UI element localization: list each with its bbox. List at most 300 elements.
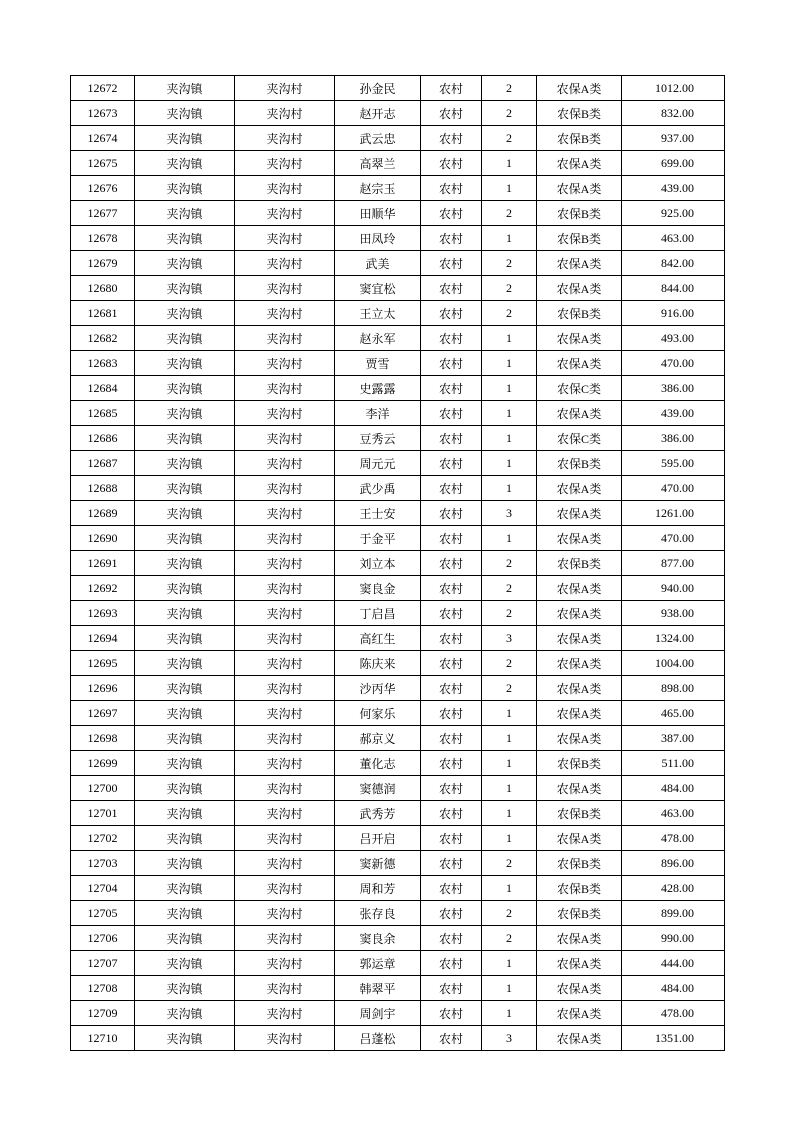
cell-type: 农村 — [421, 476, 482, 501]
table-row — [71, 126, 725, 151]
cell-category: 农保A类 — [537, 1026, 622, 1051]
cell-count: 2 — [482, 101, 537, 126]
cell-town: 夹沟镇 — [135, 651, 235, 676]
cell-id: 12699 — [71, 751, 135, 776]
cell-village: 夹沟村 — [235, 576, 335, 601]
cell-id: 12675 — [71, 151, 135, 176]
cell-name: 贾雪 — [335, 351, 421, 376]
cell-category: 农保B类 — [537, 551, 622, 576]
cell-amount: 899.00 — [622, 901, 725, 926]
cell-type: 农村 — [421, 951, 482, 976]
cell-id: 12680 — [71, 276, 135, 301]
table-row — [71, 1026, 725, 1051]
cell-amount: 470.00 — [622, 351, 725, 376]
cell-name: 吕蓬松 — [335, 1026, 421, 1051]
cell-town: 夹沟镇 — [135, 476, 235, 501]
cell-town: 夹沟镇 — [135, 726, 235, 751]
cell-count: 2 — [482, 76, 537, 101]
cell-id: 12693 — [71, 601, 135, 626]
cell-village: 夹沟村 — [235, 726, 335, 751]
cell-type: 农村 — [421, 126, 482, 151]
cell-id: 12697 — [71, 701, 135, 726]
cell-count: 2 — [482, 201, 537, 226]
table-row — [71, 801, 725, 826]
cell-count: 1 — [482, 1001, 537, 1026]
cell-village: 夹沟村 — [235, 351, 335, 376]
cell-town: 夹沟镇 — [135, 976, 235, 1001]
cell-type: 农村 — [421, 251, 482, 276]
cell-category: 农保A类 — [537, 1001, 622, 1026]
cell-name: 张存良 — [335, 901, 421, 926]
table-row — [71, 876, 725, 901]
cell-category: 农保A类 — [537, 351, 622, 376]
cell-category: 农保B类 — [537, 901, 622, 926]
table-row — [71, 551, 725, 576]
table-row — [71, 726, 725, 751]
cell-category: 农保A类 — [537, 76, 622, 101]
cell-id: 12676 — [71, 176, 135, 201]
cell-village: 夹沟村 — [235, 76, 335, 101]
cell-id: 12678 — [71, 226, 135, 251]
cell-count: 2 — [482, 926, 537, 951]
cell-village: 夹沟村 — [235, 626, 335, 651]
cell-id: 12679 — [71, 251, 135, 276]
cell-name: 刘立本 — [335, 551, 421, 576]
cell-amount: 938.00 — [622, 601, 725, 626]
cell-amount: 898.00 — [622, 676, 725, 701]
cell-amount: 877.00 — [622, 551, 725, 576]
cell-type: 农村 — [421, 526, 482, 551]
table-row — [71, 326, 725, 351]
table-row — [71, 576, 725, 601]
cell-town: 夹沟镇 — [135, 76, 235, 101]
cell-id: 12703 — [71, 851, 135, 876]
cell-town: 夹沟镇 — [135, 251, 235, 276]
cell-id: 12685 — [71, 401, 135, 426]
cell-village: 夹沟村 — [235, 126, 335, 151]
cell-category: 农保B类 — [537, 801, 622, 826]
cell-type: 农村 — [421, 1001, 482, 1026]
cell-type: 农村 — [421, 201, 482, 226]
cell-town: 夹沟镇 — [135, 751, 235, 776]
cell-village: 夹沟村 — [235, 101, 335, 126]
cell-count: 1 — [482, 351, 537, 376]
cell-amount: 387.00 — [622, 726, 725, 751]
cell-count: 3 — [482, 1026, 537, 1051]
cell-type: 农村 — [421, 576, 482, 601]
cell-count: 1 — [482, 776, 537, 801]
table-row — [71, 201, 725, 226]
cell-type: 农村 — [421, 826, 482, 851]
cell-type: 农村 — [421, 676, 482, 701]
cell-town: 夹沟镇 — [135, 576, 235, 601]
cell-type: 农村 — [421, 401, 482, 426]
cell-id: 12706 — [71, 926, 135, 951]
cell-id: 12689 — [71, 501, 135, 526]
cell-type: 农村 — [421, 801, 482, 826]
cell-id: 12683 — [71, 351, 135, 376]
cell-type: 农村 — [421, 301, 482, 326]
cell-amount: 1261.00 — [622, 501, 725, 526]
cell-id: 12682 — [71, 326, 135, 351]
cell-type: 农村 — [421, 176, 482, 201]
cell-village: 夹沟村 — [235, 826, 335, 851]
cell-name: 史露露 — [335, 376, 421, 401]
cell-village: 夹沟村 — [235, 426, 335, 451]
cell-id: 12672 — [71, 76, 135, 101]
cell-id: 12684 — [71, 376, 135, 401]
cell-amount: 925.00 — [622, 201, 725, 226]
cell-name: 沙丙华 — [335, 676, 421, 701]
cell-village: 夹沟村 — [235, 451, 335, 476]
cell-amount: 478.00 — [622, 1001, 725, 1026]
cell-count: 3 — [482, 501, 537, 526]
cell-amount: 439.00 — [622, 401, 725, 426]
cell-town: 夹沟镇 — [135, 626, 235, 651]
cell-id: 12695 — [71, 651, 135, 676]
cell-town: 夹沟镇 — [135, 101, 235, 126]
cell-id: 12708 — [71, 976, 135, 1001]
table-row — [71, 701, 725, 726]
cell-name: 武云忠 — [335, 126, 421, 151]
cell-town: 夹沟镇 — [135, 926, 235, 951]
cell-amount: 511.00 — [622, 751, 725, 776]
cell-type: 农村 — [421, 726, 482, 751]
cell-name: 武美 — [335, 251, 421, 276]
cell-category: 农保A类 — [537, 951, 622, 976]
cell-type: 农村 — [421, 151, 482, 176]
cell-id: 12690 — [71, 526, 135, 551]
cell-id: 12692 — [71, 576, 135, 601]
cell-name: 孙金民 — [335, 76, 421, 101]
cell-amount: 493.00 — [622, 326, 725, 351]
cell-town: 夹沟镇 — [135, 226, 235, 251]
cell-amount: 699.00 — [622, 151, 725, 176]
cell-type: 农村 — [421, 376, 482, 401]
cell-village: 夹沟村 — [235, 276, 335, 301]
table-row — [71, 751, 725, 776]
cell-name: 田凤玲 — [335, 226, 421, 251]
cell-category: 农保A类 — [537, 626, 622, 651]
cell-village: 夹沟村 — [235, 251, 335, 276]
cell-amount: 1012.00 — [622, 76, 725, 101]
cell-name: 窦新德 — [335, 851, 421, 876]
cell-name: 周和芳 — [335, 876, 421, 901]
cell-type: 农村 — [421, 276, 482, 301]
cell-count: 1 — [482, 401, 537, 426]
cell-id: 12705 — [71, 901, 135, 926]
cell-id: 12696 — [71, 676, 135, 701]
cell-category: 农保A类 — [537, 776, 622, 801]
cell-category: 农保A类 — [537, 726, 622, 751]
cell-category: 农保A类 — [537, 676, 622, 701]
cell-name: 陈庆来 — [335, 651, 421, 676]
cell-count: 2 — [482, 576, 537, 601]
table-row — [71, 626, 725, 651]
cell-type: 农村 — [421, 851, 482, 876]
cell-count: 1 — [482, 226, 537, 251]
table-row — [71, 851, 725, 876]
table-row — [71, 301, 725, 326]
cell-id: 12698 — [71, 726, 135, 751]
cell-type: 农村 — [421, 701, 482, 726]
cell-name: 窦宜松 — [335, 276, 421, 301]
cell-category: 农保A类 — [537, 651, 622, 676]
cell-type: 农村 — [421, 876, 482, 901]
cell-town: 夹沟镇 — [135, 601, 235, 626]
cell-town: 夹沟镇 — [135, 551, 235, 576]
cell-name: 周剑宇 — [335, 1001, 421, 1026]
cell-village: 夹沟村 — [235, 926, 335, 951]
cell-type: 农村 — [421, 926, 482, 951]
cell-count: 1 — [482, 701, 537, 726]
cell-count: 2 — [482, 301, 537, 326]
cell-count: 1 — [482, 451, 537, 476]
cell-category: 农保A类 — [537, 401, 622, 426]
cell-amount: 386.00 — [622, 426, 725, 451]
cell-town: 夹沟镇 — [135, 126, 235, 151]
cell-name: 郭运章 — [335, 951, 421, 976]
table-row — [71, 651, 725, 676]
cell-count: 2 — [482, 126, 537, 151]
cell-town: 夹沟镇 — [135, 176, 235, 201]
cell-count: 2 — [482, 651, 537, 676]
cell-count: 2 — [482, 601, 537, 626]
cell-count: 1 — [482, 376, 537, 401]
cell-type: 农村 — [421, 976, 482, 1001]
cell-id: 12701 — [71, 801, 135, 826]
cell-count: 1 — [482, 526, 537, 551]
cell-village: 夹沟村 — [235, 476, 335, 501]
cell-category: 农保B类 — [537, 301, 622, 326]
table-row — [71, 976, 725, 1001]
cell-name: 周元元 — [335, 451, 421, 476]
cell-category: 农保A类 — [537, 526, 622, 551]
cell-town: 夹沟镇 — [135, 951, 235, 976]
cell-name: 高红生 — [335, 626, 421, 651]
table-row — [71, 601, 725, 626]
cell-village: 夹沟村 — [235, 651, 335, 676]
cell-village: 夹沟村 — [235, 526, 335, 551]
cell-type: 农村 — [421, 226, 482, 251]
cell-amount: 916.00 — [622, 301, 725, 326]
cell-town: 夹沟镇 — [135, 451, 235, 476]
cell-amount: 937.00 — [622, 126, 725, 151]
cell-name: 赵永军 — [335, 326, 421, 351]
cell-count: 1 — [482, 826, 537, 851]
cell-category: 农保C类 — [537, 426, 622, 451]
table-row — [71, 926, 725, 951]
cell-type: 农村 — [421, 601, 482, 626]
cell-category: 农保A类 — [537, 601, 622, 626]
table-row — [71, 376, 725, 401]
cell-count: 2 — [482, 251, 537, 276]
cell-category: 农保C类 — [537, 376, 622, 401]
cell-category: 农保B类 — [537, 226, 622, 251]
cell-town: 夹沟镇 — [135, 1001, 235, 1026]
cell-category: 农保A类 — [537, 251, 622, 276]
cell-id: 12707 — [71, 951, 135, 976]
cell-category: 农保B类 — [537, 876, 622, 901]
cell-id: 12702 — [71, 826, 135, 851]
table-row — [71, 451, 725, 476]
cell-town: 夹沟镇 — [135, 301, 235, 326]
cell-village: 夹沟村 — [235, 801, 335, 826]
cell-village: 夹沟村 — [235, 1026, 335, 1051]
cell-amount: 428.00 — [622, 876, 725, 901]
cell-town: 夹沟镇 — [135, 426, 235, 451]
cell-type: 农村 — [421, 501, 482, 526]
cell-village: 夹沟村 — [235, 701, 335, 726]
table-row — [71, 901, 725, 926]
cell-count: 2 — [482, 676, 537, 701]
cell-type: 农村 — [421, 426, 482, 451]
cell-village: 夹沟村 — [235, 901, 335, 926]
cell-town: 夹沟镇 — [135, 526, 235, 551]
cell-town: 夹沟镇 — [135, 776, 235, 801]
cell-name: 田顺华 — [335, 201, 421, 226]
cell-town: 夹沟镇 — [135, 351, 235, 376]
table-row — [71, 151, 725, 176]
cell-amount: 1004.00 — [622, 651, 725, 676]
cell-name: 王立太 — [335, 301, 421, 326]
cell-id: 12710 — [71, 1026, 135, 1051]
cell-id: 12688 — [71, 476, 135, 501]
cell-amount: 484.00 — [622, 976, 725, 1001]
cell-amount: 990.00 — [622, 926, 725, 951]
cell-id: 12694 — [71, 626, 135, 651]
cell-amount: 470.00 — [622, 476, 725, 501]
cell-village: 夹沟村 — [235, 751, 335, 776]
cell-type: 农村 — [421, 901, 482, 926]
cell-village: 夹沟村 — [235, 601, 335, 626]
cell-name: 吕开启 — [335, 826, 421, 851]
table-row — [71, 251, 725, 276]
cell-amount: 465.00 — [622, 701, 725, 726]
cell-town: 夹沟镇 — [135, 501, 235, 526]
cell-count: 1 — [482, 151, 537, 176]
cell-type: 农村 — [421, 1026, 482, 1051]
cell-count: 1 — [482, 876, 537, 901]
cell-amount: 896.00 — [622, 851, 725, 876]
cell-count: 1 — [482, 951, 537, 976]
cell-name: 窦良金 — [335, 576, 421, 601]
cell-amount: 1324.00 — [622, 626, 725, 651]
cell-village: 夹沟村 — [235, 201, 335, 226]
cell-id: 12709 — [71, 1001, 135, 1026]
cell-name: 高翠兰 — [335, 151, 421, 176]
table-row — [71, 226, 725, 251]
table-row — [71, 951, 725, 976]
cell-village: 夹沟村 — [235, 951, 335, 976]
cell-name: 赵宗玉 — [335, 176, 421, 201]
cell-type: 农村 — [421, 351, 482, 376]
cell-name: 丁启昌 — [335, 601, 421, 626]
cell-village: 夹沟村 — [235, 151, 335, 176]
table-row — [71, 501, 725, 526]
cell-amount: 844.00 — [622, 276, 725, 301]
cell-count: 1 — [482, 751, 537, 776]
cell-count: 1 — [482, 726, 537, 751]
cell-category: 农保A类 — [537, 151, 622, 176]
cell-type: 农村 — [421, 326, 482, 351]
table-row — [71, 276, 725, 301]
cell-type: 农村 — [421, 76, 482, 101]
cell-amount: 386.00 — [622, 376, 725, 401]
cell-amount: 478.00 — [622, 826, 725, 851]
cell-type: 农村 — [421, 626, 482, 651]
table-row — [71, 76, 725, 101]
cell-amount: 439.00 — [622, 176, 725, 201]
table-row — [71, 826, 725, 851]
table-row — [71, 101, 725, 126]
cell-id: 12677 — [71, 201, 135, 226]
cell-village: 夹沟村 — [235, 776, 335, 801]
cell-category: 农保B类 — [537, 451, 622, 476]
cell-category: 农保A类 — [537, 476, 622, 501]
cell-village: 夹沟村 — [235, 851, 335, 876]
cell-town: 夹沟镇 — [135, 201, 235, 226]
cell-category: 农保B类 — [537, 751, 622, 776]
cell-count: 3 — [482, 626, 537, 651]
cell-count: 1 — [482, 176, 537, 201]
cell-name: 王士安 — [335, 501, 421, 526]
table-row — [71, 176, 725, 201]
cell-id: 12700 — [71, 776, 135, 801]
cell-category: 农保A类 — [537, 276, 622, 301]
cell-name: 窦良余 — [335, 926, 421, 951]
cell-name: 董化志 — [335, 751, 421, 776]
cell-id: 12704 — [71, 876, 135, 901]
cell-amount: 470.00 — [622, 526, 725, 551]
table-row — [71, 351, 725, 376]
cell-type: 农村 — [421, 101, 482, 126]
cell-count: 2 — [482, 901, 537, 926]
cell-count: 1 — [482, 476, 537, 501]
cell-amount: 484.00 — [622, 776, 725, 801]
cell-town: 夹沟镇 — [135, 151, 235, 176]
cell-type: 农村 — [421, 551, 482, 576]
cell-village: 夹沟村 — [235, 376, 335, 401]
cell-town: 夹沟镇 — [135, 401, 235, 426]
cell-town: 夹沟镇 — [135, 826, 235, 851]
cell-amount: 832.00 — [622, 101, 725, 126]
cell-count: 1 — [482, 976, 537, 1001]
cell-count: 2 — [482, 551, 537, 576]
benefits-table — [70, 75, 725, 1051]
table-body — [71, 76, 725, 1051]
cell-type: 农村 — [421, 651, 482, 676]
cell-name: 武秀芳 — [335, 801, 421, 826]
cell-village: 夹沟村 — [235, 401, 335, 426]
cell-town: 夹沟镇 — [135, 676, 235, 701]
cell-count: 1 — [482, 801, 537, 826]
cell-category: 农保A类 — [537, 701, 622, 726]
table-row — [71, 1001, 725, 1026]
cell-type: 农村 — [421, 776, 482, 801]
cell-category: 农保B类 — [537, 851, 622, 876]
cell-village: 夹沟村 — [235, 176, 335, 201]
cell-count: 2 — [482, 851, 537, 876]
table-row — [71, 476, 725, 501]
cell-type: 农村 — [421, 751, 482, 776]
cell-amount: 1351.00 — [622, 1026, 725, 1051]
cell-name: 何家乐 — [335, 701, 421, 726]
table-row — [71, 426, 725, 451]
cell-name: 李洋 — [335, 401, 421, 426]
cell-village: 夹沟村 — [235, 976, 335, 1001]
cell-village: 夹沟村 — [235, 676, 335, 701]
